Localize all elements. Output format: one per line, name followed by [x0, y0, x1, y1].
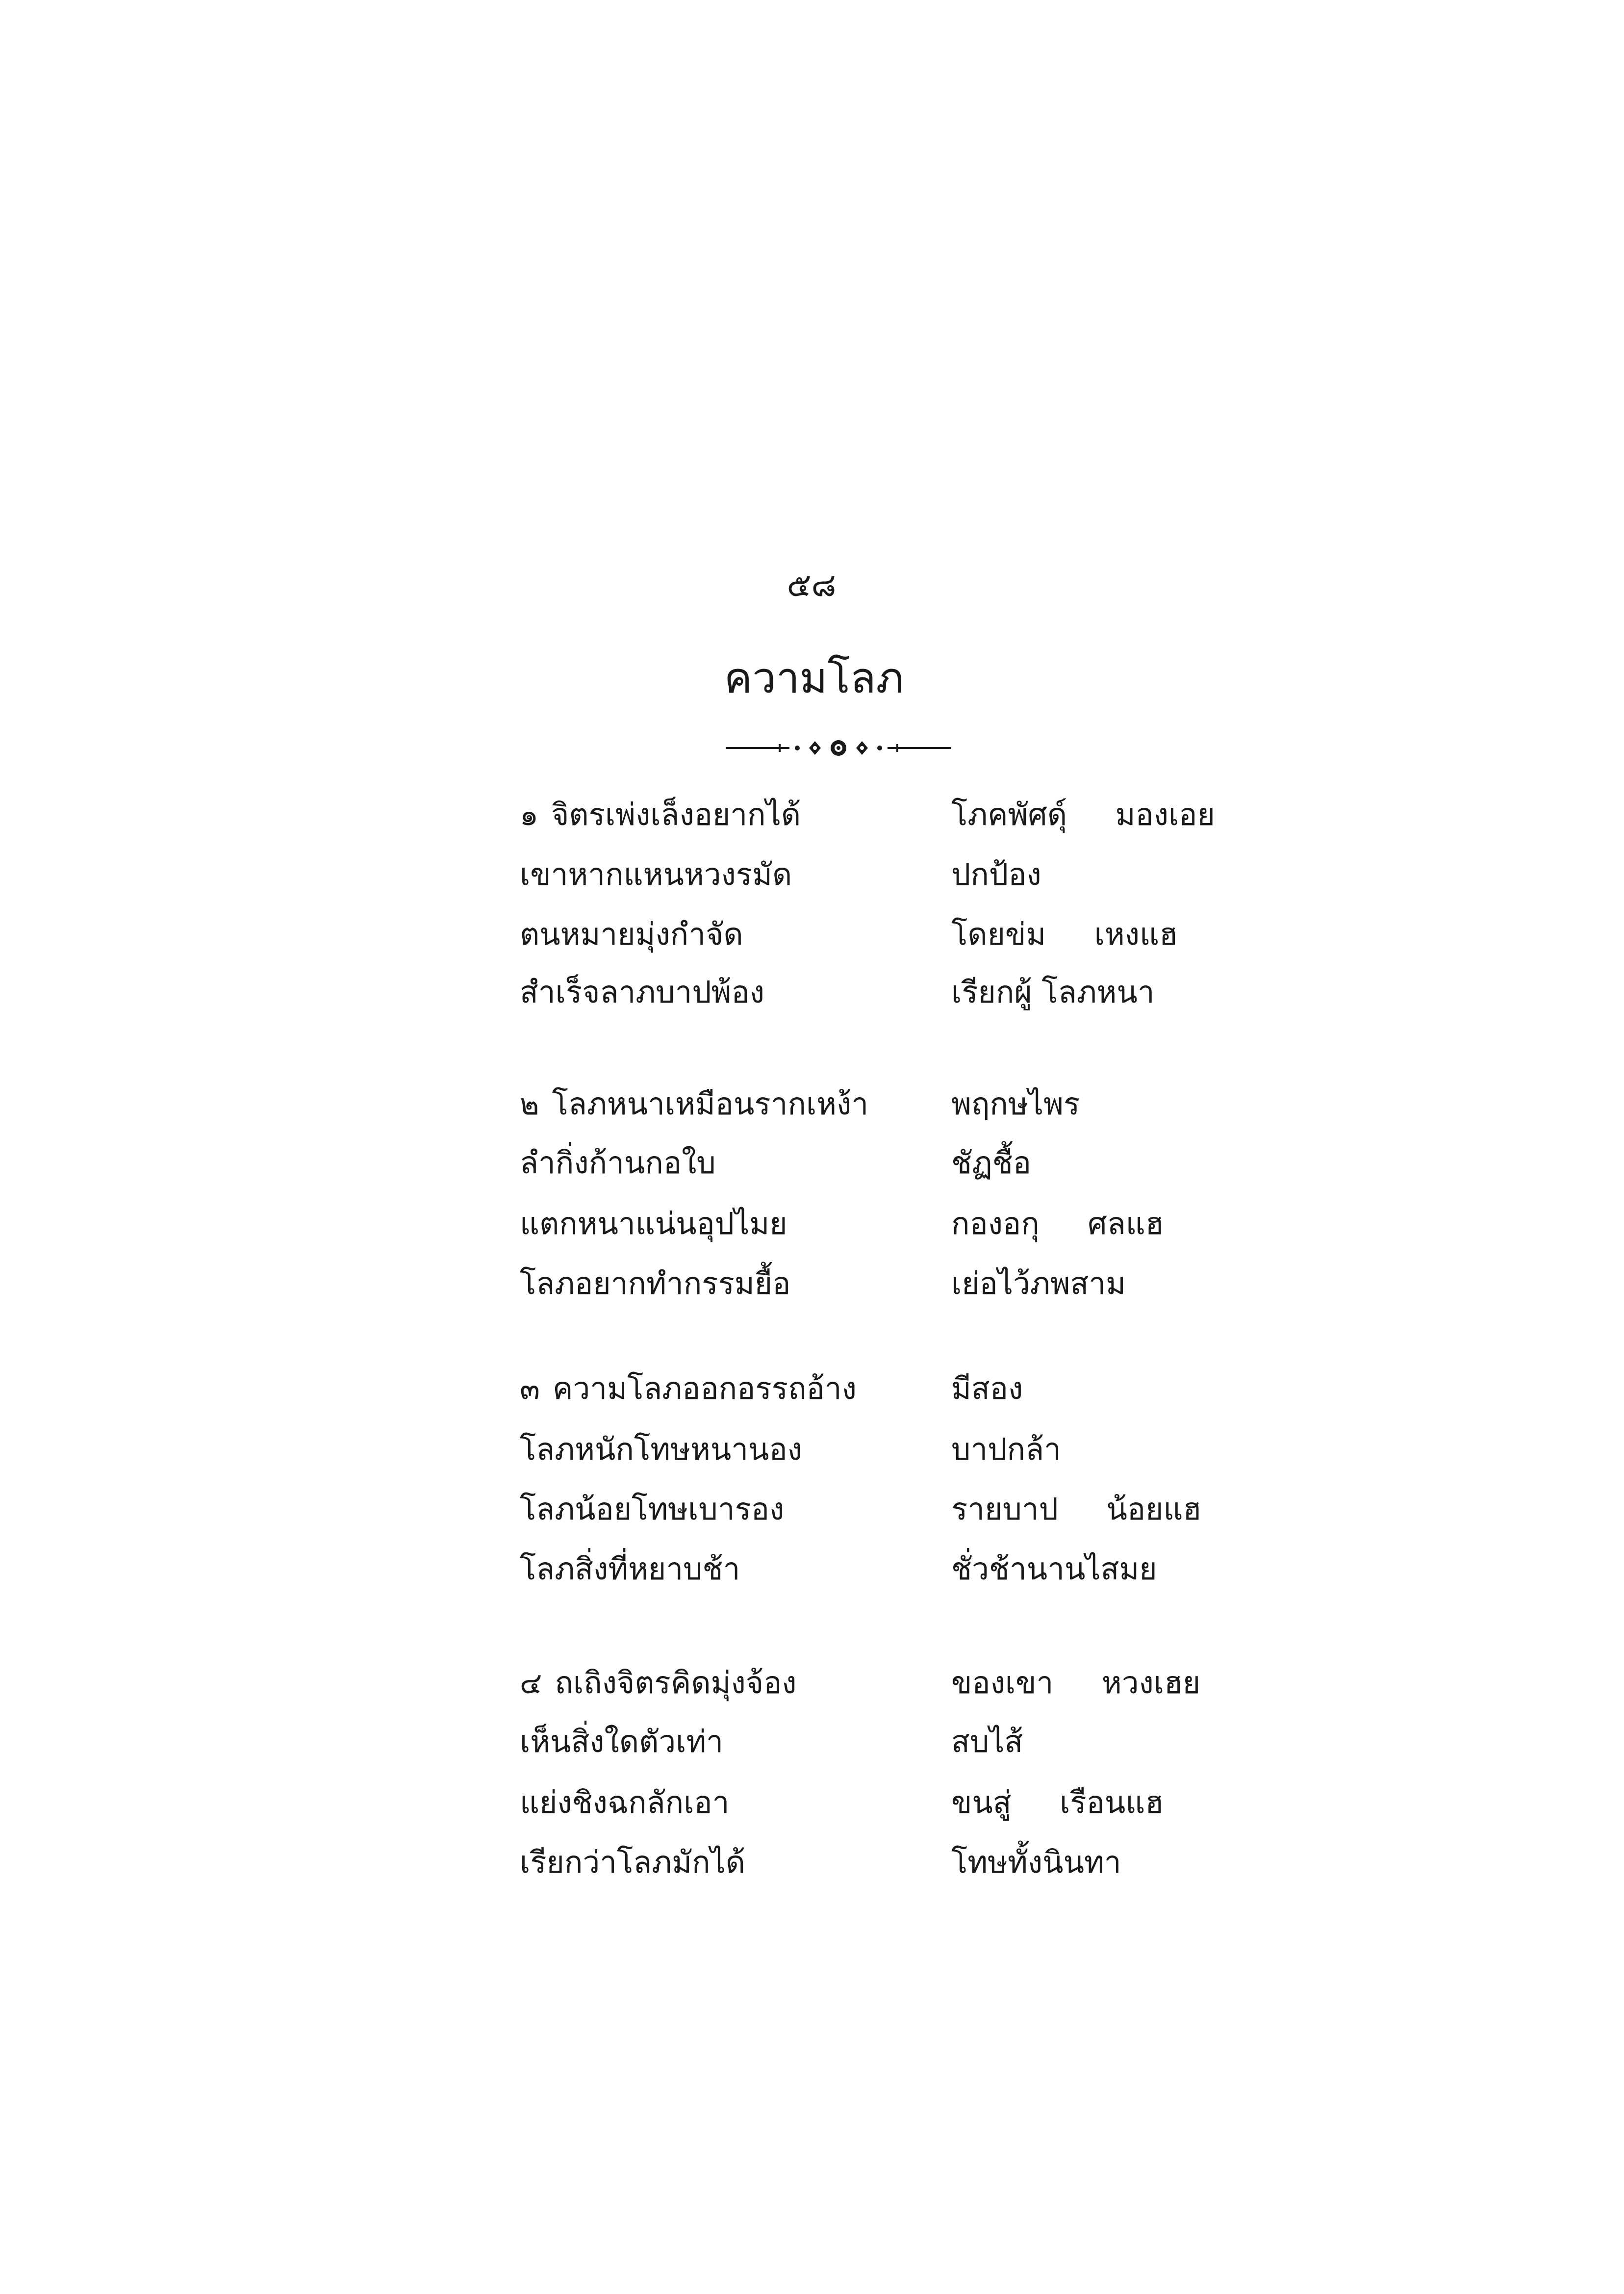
verse-text: โลภหนาเหมือนรากเหง้า — [552, 1086, 869, 1122]
verse-line — [520, 974, 1255, 1026]
verse-line — [520, 1431, 1255, 1483]
verse-first-half: โลภสิ่งที่หยาบช้า — [520, 1551, 740, 1587]
verse-text: ถเถิงจิตรคิดมุ่งจ้อง — [555, 1665, 797, 1701]
verse-first-half: ลำกิ่งก้านกอใบ — [520, 1145, 716, 1181]
verse-line — [520, 1086, 1255, 1138]
verse-first-half — [520, 1370, 857, 1406]
verse-first-half: เขาหากแหนหวงรมัด — [520, 856, 792, 892]
verse-line — [520, 799, 1255, 849]
stanza-number: ๒ — [520, 1087, 539, 1122]
verse-first-half: แย่งชิงฉกลักเอา — [520, 1784, 730, 1820]
verse-first-half — [520, 1665, 797, 1701]
verse-line — [520, 856, 1255, 908]
verse-first-half — [520, 799, 801, 830]
verse-second-half: รายบาป น้อยแฮ — [951, 1491, 1202, 1527]
verse-text: ความโลภออกอรรถอ้าง — [553, 1370, 857, 1406]
verse-second-half: ชั่วช้านานไสมย — [951, 1551, 1157, 1587]
verse-line — [520, 1665, 1255, 1717]
verse-first-half: โลภอยากทำกรรมยื้อ — [520, 1265, 791, 1301]
verse-second-half: ของเขา หวงเฮย — [951, 1665, 1201, 1701]
verse-first-half: แตกหนาแน่นอุปไมย — [520, 1206, 787, 1241]
verse-second-half: เย่อไว้ภพสาม — [951, 1265, 1126, 1301]
verse-line — [520, 1551, 1255, 1603]
verse-second-half: สบไส้ — [951, 1724, 1023, 1759]
verse-line — [520, 1724, 1255, 1776]
verse-first-half: โลภน้อยโทษเบารอง — [520, 1491, 785, 1527]
verse-first-half: เห็นสิ่งใดตัวเท่า — [520, 1724, 724, 1759]
verse-second-half: บาปกล้า — [951, 1431, 1061, 1467]
verse-second-half: มีสอง — [951, 1370, 1023, 1406]
stanza-number: ๔ — [520, 1666, 542, 1701]
verse-line — [520, 1265, 1255, 1317]
verse-second-half: ปกป้อง — [951, 856, 1041, 892]
verse-second-half: โภคพัศดุ์ มองเอย — [951, 797, 1215, 832]
stanza-number: ๓ — [520, 1372, 540, 1406]
verse-first-half: โลภหนักโทษหนานอง — [520, 1431, 802, 1467]
verse-second-half: กองอกุ ศลแฮ — [951, 1206, 1164, 1241]
ornament-divider — [726, 733, 951, 763]
verse-line — [520, 1784, 1255, 1836]
verse-second-half: ชัฏชื้อ — [951, 1145, 1032, 1181]
verse-second-half: พฤกษไพร — [951, 1086, 1080, 1122]
verse-first-half: เรียกว่าโลภมักได้ — [520, 1844, 746, 1880]
verse-first-half — [520, 1086, 869, 1122]
verse-text: จิตรเพ่งเล็งอยากได้ — [551, 797, 801, 832]
page-title: ความโลภ — [724, 654, 904, 703]
verse-second-half: โดยข่ม เหงแฮ — [951, 916, 1178, 952]
verse-line — [520, 1491, 1255, 1543]
verse-line — [520, 916, 1255, 968]
verse-first-half: ตนหมายมุ่งกำจัด — [520, 916, 743, 952]
page-number: ๕๘ — [787, 566, 837, 604]
verse-first-half: สำเร็จลาภบาปพ้อง — [520, 974, 765, 1010]
stanza-number: ๑ — [520, 798, 539, 832]
verse-line — [520, 1844, 1255, 1896]
verse-second-half: โทษทั้งนินทา — [951, 1844, 1121, 1880]
verse-second-half: เรียกผู้ โลภหนา — [951, 974, 1155, 1010]
verse-second-half: ขนสู่ เรือนแฮ — [951, 1784, 1164, 1820]
verse-line — [520, 1206, 1255, 1258]
verse-line — [520, 1145, 1255, 1197]
verse-line — [520, 1370, 1255, 1422]
